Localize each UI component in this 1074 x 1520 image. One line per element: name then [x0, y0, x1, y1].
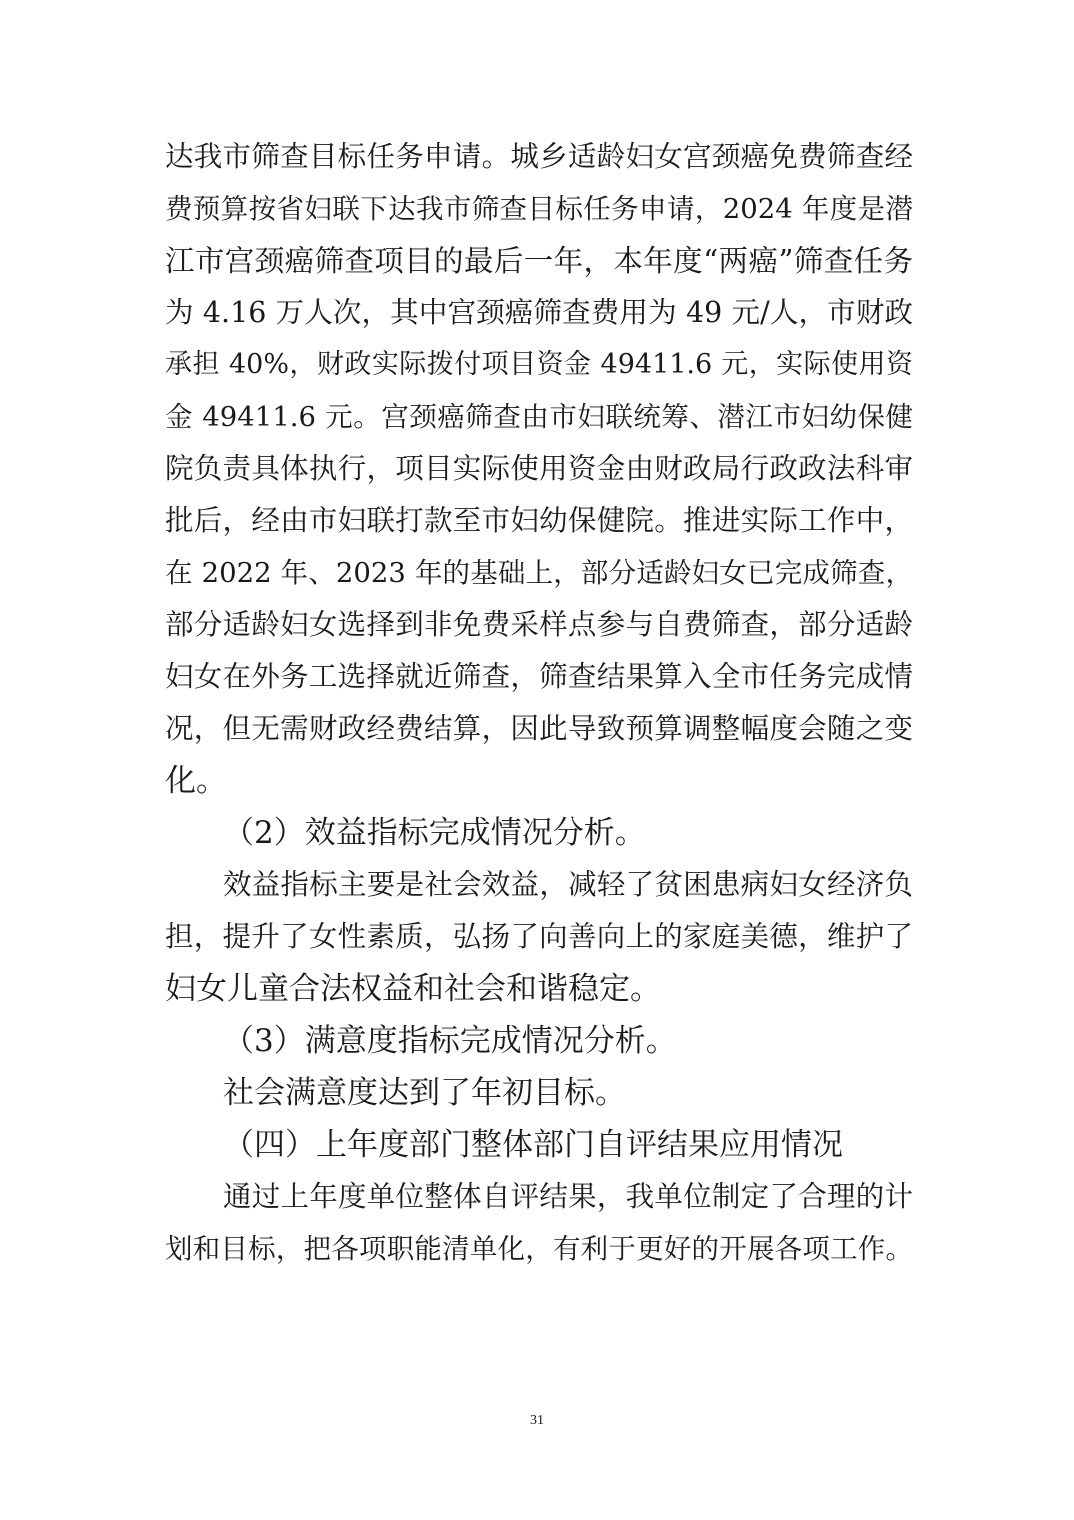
- section-heading-4: （四）上年度部门整体部门自评结果应用情况: [223, 1127, 843, 1163]
- paragraph-1-line-8: 批后，经由市妇联打款至市妇幼保健院。推进实际工作中，: [165, 504, 913, 537]
- paragraph-1-line-3: 江市宫颈癌筛查项目的最后一年，本年度“两癌”筛查任务: [165, 244, 913, 278]
- paragraph-4-line-2: 划和目标，把各项职能清单化，有利于更好的开展各项工作。: [165, 1233, 913, 1265]
- paragraph-1-line-5: 承担 40%，财政实际拨付项目资金 49411.6 元，实际使用资: [165, 349, 913, 380]
- paragraph-1-line-2: 费预算按省妇联下达我市筛查目标任务申请，2024 年度是潜: [165, 193, 913, 225]
- paragraph-3: 社会满意度达到了年初目标。: [223, 1075, 626, 1111]
- paragraph-1-line-12: 况，但无需财政经费结算，因此导致预算调整幅度会随之变: [165, 712, 913, 745]
- paragraph-1-line-13: 化。: [165, 763, 227, 799]
- paragraph-4-line-1: 通过上年度单位整体自评结果，我单位制定了合理的计: [223, 1180, 913, 1213]
- paragraph-1-line-9: 在 2022 年、2023 年的基础上，部分适龄妇女已完成筛查，: [165, 557, 913, 589]
- paragraph-1-line-1: 达我市筛查目标任务申请。城乡适龄妇女宫颈癌免费筛查经: [165, 140, 913, 173]
- paragraph-2-line-2: 担，提升了女性素质，弘扬了向善向上的家庭美德，维护了: [165, 920, 913, 953]
- paragraph-2-line-3: 妇女儿童合法权益和社会和谐稳定。: [165, 971, 661, 1007]
- paragraph-1-line-7: 院负责具体执行，项目实际使用资金由财政局行政政法科审: [165, 452, 913, 485]
- paragraph-1-line-10: 部分适龄妇女选择到非免费采样点参与自费筛查，部分适龄: [165, 608, 913, 641]
- paragraph-1-line-6: 金 49411.6 元。宫颈癌筛查由市妇联统筹、潜江市妇幼保健: [165, 401, 913, 433]
- section-heading-3: （3）满意度指标完成情况分析。: [223, 1023, 677, 1059]
- page-number: 31: [530, 1413, 544, 1428]
- section-heading-2: （2）效益指标完成情况分析。: [223, 815, 646, 851]
- paragraph-2-line-1: 效益指标主要是社会效益，减轻了贫困患病妇女经济负: [223, 868, 913, 901]
- paragraph-1-line-11: 妇女在外务工选择就近筛查，筛查结果算入全市任务完成情: [165, 660, 913, 693]
- paragraph-1-line-4: 为 4.16 万人次，其中宫颈癌筛查费用为 49 元/人，市财政: [165, 296, 913, 329]
